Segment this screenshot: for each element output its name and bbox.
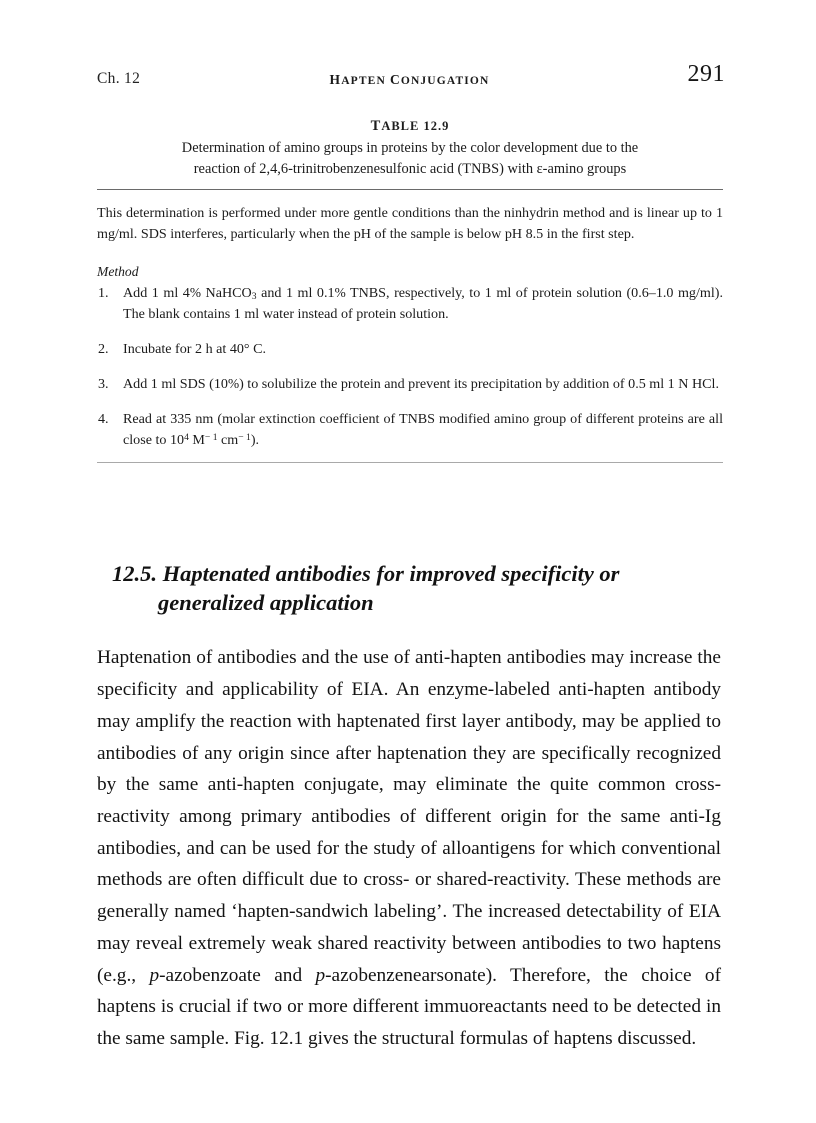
method-step-list <box>97 283 723 451</box>
step-text-segment: NaHCO <box>201 284 252 301</box>
section-heading-line-2: generalized application <box>158 590 374 616</box>
method-step <box>97 283 723 325</box>
subscript-3: 3 <box>251 291 257 303</box>
step-text-segment: Add 1 ml SDS (10 <box>123 376 228 393</box>
step-text-segment: M <box>188 432 205 449</box>
step-text-segment: Add 1 ml 4 <box>123 284 190 301</box>
table-intro-paragraph: This determination is performed under more gentle conditions than the ninhydrin method and is linear up to 1 mg/ml. SDS interferes, particularly when the pH of the sample is below pH 8.5 in the first step. <box>97 204 723 242</box>
step-text: Incubate for 2 h at 40° C. <box>123 341 267 358</box>
superscript-exponent: − 1 <box>204 432 218 444</box>
step-number: 4. <box>98 411 109 428</box>
percent-glyph: % <box>189 284 201 300</box>
table-block <box>97 118 723 463</box>
step-text <box>123 411 723 448</box>
superscript-exponent: 4 <box>184 432 189 444</box>
table-label: TABLE 12.9 <box>370 118 450 134</box>
step-text-segment: TNBS, respectively, to 1 ml of protein solution (0.6–1.0 mg/ml). The blank contains 1 ml water instead of protein solution. <box>123 284 723 323</box>
percent-glyph: % <box>227 376 240 392</box>
percent-glyph: % <box>334 284 346 300</box>
body-paragraph <box>97 642 721 1055</box>
running-head-title: HAPTEN CONJUGATION <box>329 72 490 87</box>
step-text-segment: Read at 335 nm (molar extinction coefficient of TNBS modified amino group of different proteins are all close to 10 <box>123 411 723 449</box>
superscript-exponent: − 1 <box>238 432 251 444</box>
body-text-segment: -azobenzoate and <box>159 964 316 986</box>
body-text-segment: Haptenation of antibodies and the use of anti-hapten antibodies may increase the specificity and applicability of EIA. An enzyme-labeled anti-hapten antibody may amplify the reaction with haptenated first layer antibody, may be applied to antibodies of any origin since after haptenation they are specifically recognized by the same anti-hapten conjugate, may eliminate the quite common cross-reactivity among primary antibodies of different origin for the same anti-Ig antibodies, and can be used for the study of alloantigens for which conventional methods are often difficult due to cross- or shared-reactivity. These methods are generally named ‘hapten-sandwich labeling’. The increased detectability of EIA may reveal extremely weak shared reactivity between antibodies to two haptens (e.g., <box>97 647 721 986</box>
step-number: 2. <box>98 341 109 358</box>
method-step <box>97 374 723 395</box>
step-text-segment: ). <box>250 432 260 449</box>
italic-prefix-para: p <box>149 964 160 986</box>
chapter-marker: Ch. 12 <box>97 70 141 87</box>
step-text-segment: and 1 ml 0.1 <box>256 284 335 301</box>
step-text <box>123 285 723 322</box>
table-caption <box>97 138 723 180</box>
table-rule-top <box>97 189 723 190</box>
step-number: 1. <box>98 284 109 301</box>
method-heading: Method <box>97 263 139 279</box>
body-text-segment: -azobenzenearsonate). Therefore, the choice of haptens is crucial if two or more different immuoreactants need to be detected in the same sample. Fig. 12.1 gives the structural formulas of haptens discussed. <box>97 964 721 1050</box>
page-number: 291 <box>687 61 725 87</box>
italic-prefix-para: p <box>315 964 326 986</box>
method-step <box>97 339 723 360</box>
running-head <box>97 61 725 90</box>
table-caption-line-2: reaction of 2,4,6-trinitrobenzenesulfonic acid (TNBS) with ε-amino groups <box>193 160 627 177</box>
table-body <box>97 190 723 452</box>
method-step <box>97 409 723 451</box>
section-heading-line-1: 12.5. Haptenated antibodies for improved specificity or <box>112 560 620 586</box>
step-text-segment: cm <box>217 432 239 449</box>
step-text-segment: ) to solubilize the protein and prevent its precipitation by addition of 0.5 ml 1 N HCl. <box>239 376 719 393</box>
table-caption-line-1: Determination of amino groups in proteins by the color development due to the <box>181 140 639 156</box>
step-number: 3. <box>98 376 109 393</box>
step-text <box>123 376 719 392</box>
table-rule-bottom <box>97 462 723 463</box>
section-heading <box>112 559 712 618</box>
